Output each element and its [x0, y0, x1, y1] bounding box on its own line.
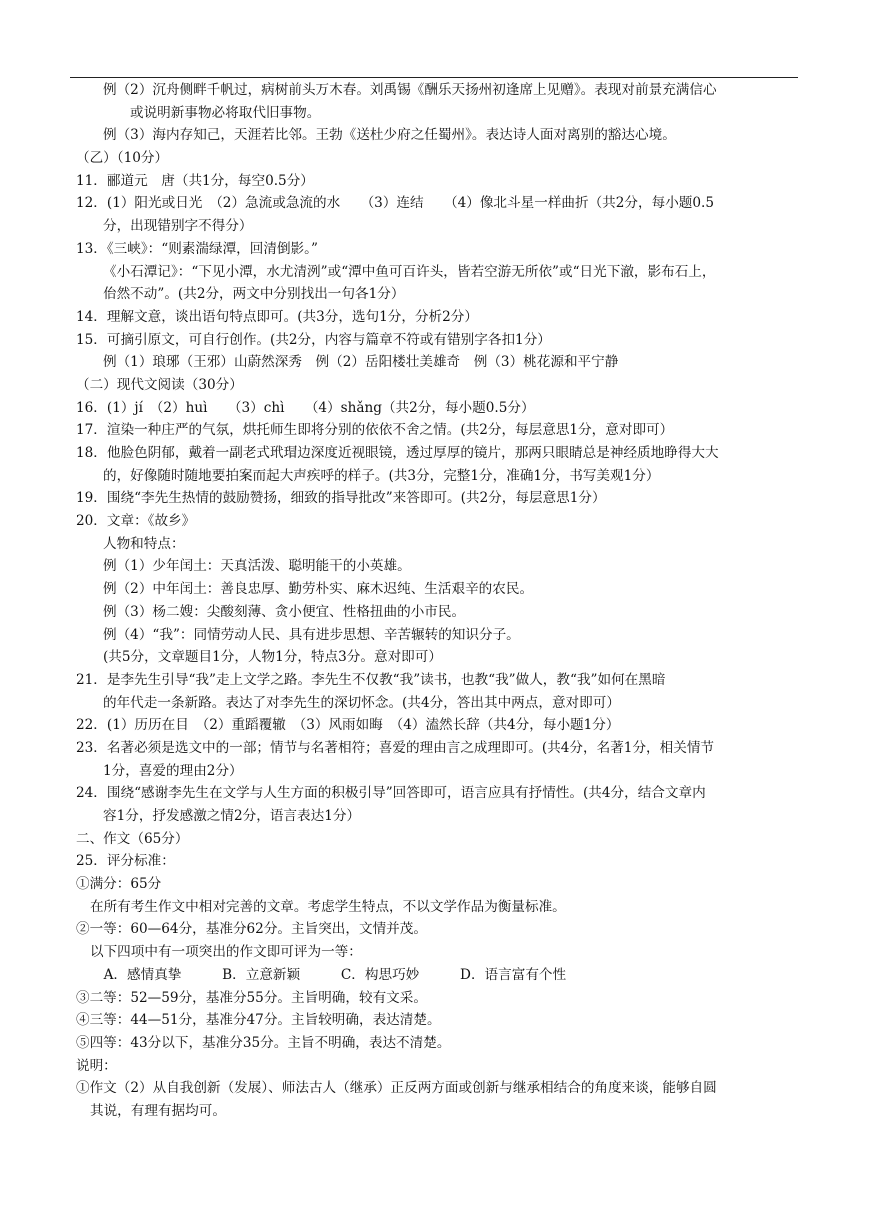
text-line: 人物和特点： [103, 535, 185, 552]
text-line: 其说，有理有据均可。 [90, 1102, 226, 1119]
text-line: 例（3）杨二嫂：尖酸刻薄、贪小便宜、性格扭曲的小市民。 [103, 603, 466, 620]
text-line: 说明： [76, 1057, 117, 1074]
text-line: 15．可摘引原文，可自行创作。(共2分，内容与篇章不符或有错别字各扣1分） [76, 331, 551, 348]
text-line: ②一等：60—64分，基准分62分。主旨突出，文情并茂。 [76, 921, 427, 938]
text-line: 16．(1）jí （2）huì （3）chì （4）shǎng（共2分，每小题0.5分） [76, 399, 535, 416]
text-line: 24．围绕“感谢李先生在文学与人生方面的积极引导”回答即可，语言应具有抒情性。(共4分，结合文章内 [76, 785, 706, 802]
text-line: ①作文（2）从自我创新（发展）、师法古人（继承）正反两方面或创新与继承相结合的角度来谈，能够自圆 [76, 1080, 717, 1097]
text-line: (共5分，文章题目1分，人物1分，特点3分。意对即可） [103, 649, 442, 666]
text-line: 二、作文（65分） [76, 830, 189, 847]
text-line: 或说明新事物必将取代旧事物。 [130, 104, 321, 121]
text-line: 12．(1）阳光或日光 （2）急流或急流的水 （3）连结 （4）像北斗星一样曲折（共2分，每小题0.5 [76, 195, 714, 212]
text-line: 20．文章：《故乡》 [76, 513, 196, 530]
text-line: （乙）（10分） [76, 150, 169, 167]
text-line: 例（2）沉舟侧畔千帆过，病树前头万木春。刘禹锡《酬乐天扬州初逢席上见赠》。表现对前景充满信心 [103, 82, 717, 98]
header-rule [70, 77, 798, 78]
text-line: ④三等：44—51分，基准分47分。主旨较明确，表达清楚。 [76, 1012, 441, 1029]
text-line: 14．理解文意，谈出语句特点即可。(共3分，选句1分，分析2分） [76, 308, 478, 325]
text-line: 例（2）中年闰土：善良忠厚、勤劳朴实、麻木迟纯、生活艰辛的农民。 [103, 581, 534, 598]
text-line: 例（3）海内存知己，天涯若比邻。王勃《送杜少府之任蜀州》。表达诗人面对离别的豁达心境。 [103, 127, 676, 144]
text-line: 13．《三峡》：“则素湍绿潭，回清倒影。” [76, 240, 318, 257]
text-line: 1分，喜爱的理由2分） [103, 762, 243, 779]
text-line: 佁然不动”。(共2分，两文中分别找出一句各1分） [103, 286, 405, 303]
text-line: 19．围绕“李先生热情的鼓励赞扬，细致的指导批改”来答即可。(共2分，每层意思1分） [76, 490, 606, 507]
text-line: ⑤四等：43分以下，基准分35分。主旨不明确，表达不清楚。 [76, 1034, 451, 1051]
text-line: 18．他脸色阴郁，戴着一副老式玳瑁边深度近视眼镜，透过厚厚的镜片，那两只眼睛总是神经质地睁得大大 [76, 445, 719, 461]
text-line: A．感情真挚 B．立意新颖 C．构思巧妙 D．语言富有个性 [90, 966, 567, 983]
text-line: 以下四项中有一项突出的作文即可评为一等： [90, 944, 362, 961]
text-line: 22．(1）历历在目 （2）重蹈覆辙 （3）风雨如晦 （4）溘然长辞（共4分，每小题1分） [76, 717, 620, 734]
text-line: 23．名著必须是选文中的一部；情节与名著相符；喜爱的理由言之成理即可。(共4分，名著1分，相关情节 [76, 739, 715, 756]
text-line: 容1分，抒发感激之情2分，语言表达1分） [103, 808, 361, 824]
text-line: 17．渲染一种庄严的气氛，烘托师生即将分别的依依不舍之情。(共2分，每层意思1分，意对即可） [76, 422, 674, 439]
text-line: （二）现代文阅读（30分） [76, 376, 243, 393]
text-line: 的，好像随时随地要拍案而起大声疾呼的样子。(共3分，完整1分，准确1分，书写美观1分） [103, 467, 660, 484]
text-line: 《小石潭记》：“下见小潭，水尤清洌”或“潭中鱼可百许头，皆若空游无所依”或“日光下澈，影布石上， [103, 263, 716, 280]
text-line: 分，出现错别字不得分） [103, 218, 253, 235]
text-line: 例（1）少年闰土：天真活泼、聪明能干的小英雄。 [103, 558, 411, 575]
text-line: 25．评分标准： [76, 853, 175, 870]
text-line: ①满分：65分 [76, 876, 162, 893]
text-line: 11．郦道元 唐（共1分，每空0.5分） [76, 172, 314, 189]
text-line: 例（4）“我”：同情劳动人民、具有进步思想、辛苦辗转的知识分子。 [103, 626, 520, 643]
text-line: 的年代走一条新路。表达了对李先生的深切怀念。(共4分，答出其中两点，意对即可） [103, 694, 620, 711]
answer-key-content [76, 79, 798, 1123]
text-line: ③二等：52—59分，基准分55分。主旨明确，较有文采。 [76, 989, 427, 1006]
text-line: 在所有考生作文中相对完善的文章。考虑学生特点，不以文学作品为衡量标准。 [90, 898, 566, 915]
text-line: 21．是李先生引导“我”走上文学之路。李先生不仅教“我”读书，也教“我”做人，教“我”如何在黑暗 [76, 671, 666, 688]
text-line: 例（1）琅琊（王邪）山蔚然深秀 例（2）岳阳楼壮美雄奇 例（3）桃花源和平宁静 [103, 354, 619, 371]
